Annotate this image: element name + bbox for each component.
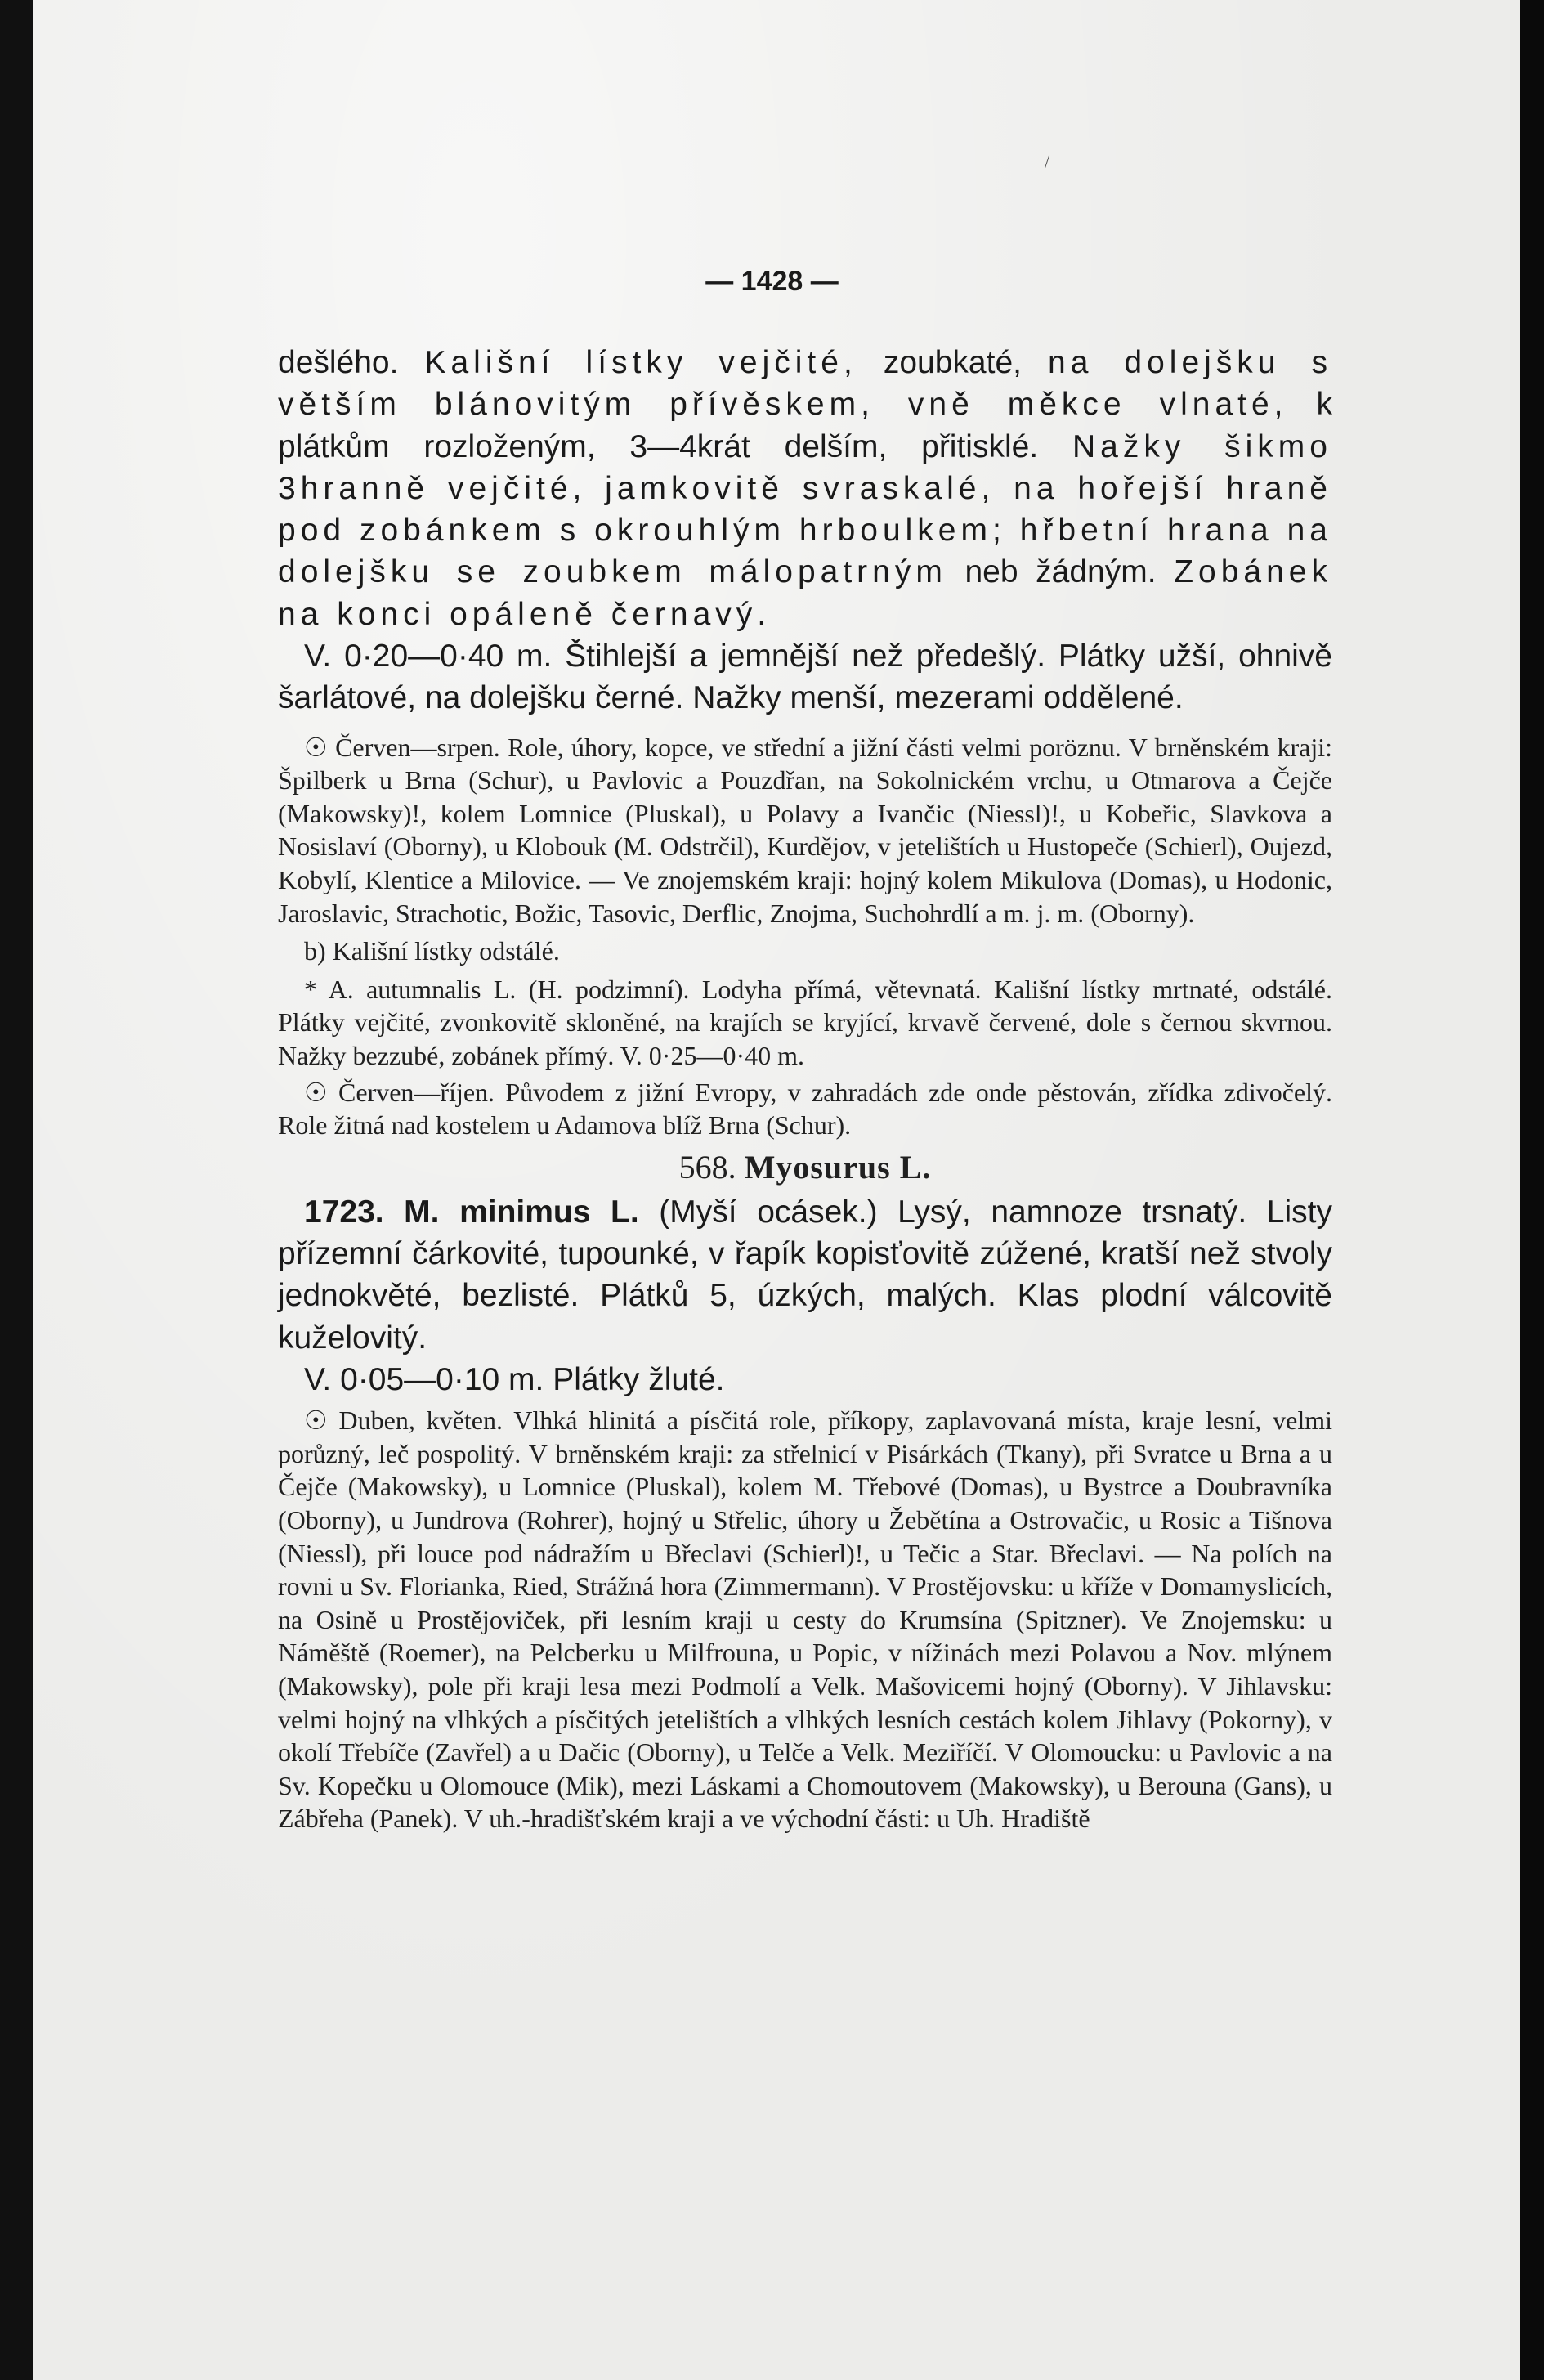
page-text xyxy=(278,342,1332,1835)
paragraph-minimus-size: V. 0·05—0·10 m. Plátky žluté. xyxy=(304,1361,725,1397)
text-run-spaced: Nažky šikmo 3hranně vejčité, jamkovitě svraskalé, na hořejší hraně pod zobánkem s okrouhlým hrboulkem; hřbetní hrana na dolejšku se zoubkem málopatrným xyxy=(278,428,1332,590)
paragraph-variety: V. 0·20—0·40 m. Štihlejší a jemnější než předešlý. Plátky užší, ohnivě šarlátové, na dolejšku černé. Nažky menší, mezerami oddělené. xyxy=(278,639,1332,716)
genus-heading xyxy=(278,1147,1332,1188)
text-run-spaced: Zobánek na konci opáleně černavý. xyxy=(278,554,1332,632)
paragraph-localities: ☉ Červen—srpen. Role, úhory, kopce, ve střední a jižní části velmi poröznu. V brněnském kraji: Špilberk u Brna (Schur), u Pavlovic a Pouzdřan, na Sokolnickém vrchu, u Otmarova a Čejče (Makowsky)!, kolem Lomnice (Pluskal), u Polavy a Ivančic (Niessl)!, u Kobeřic, Slavkova a Nosislaví (Oborny), u Klobouk (M. Odstrčil), Kurdějov, v jetelištích u Hustopeče (Schierl), Oujezd, Kobylí, Klentice a Milovice. — Ve znojemském kraji: hojný kolem Mikulova (Domas), u Hodonic, Jaroslavic, Strachotic, Božic, Tasovic, Derflic, Znojma, Suchohrdlí a m. j. m. (Oborny). xyxy=(278,732,1332,928)
text-run: zoubkaté, xyxy=(883,345,1022,380)
text-run: neb žádným. xyxy=(964,554,1157,590)
genus-name: Myosurus L. xyxy=(744,1148,932,1186)
text-run: k plátkům rozloženým, 3—4krát delším, přitisklé. xyxy=(278,387,1332,464)
text-run-spaced: na dolejšku s větším blánovitým přívěskem, vně měkce vlnaté, xyxy=(278,345,1333,423)
text-run-spaced: Kališní lístky vejčité, xyxy=(424,345,857,380)
species-heading: 1723. M. minimus L. xyxy=(304,1194,639,1230)
scan-frame-right xyxy=(1520,0,1544,2380)
paragraph-description xyxy=(278,342,1332,635)
paragraph-species-minimus xyxy=(278,1191,1332,1359)
paragraph-species-autumnalis: * A. autumnalis L. (H. podzimní). Lodyha přímá, větevnatá. Kališní lístky mrtnaté, odstálé. Plátky vejčité, zvonkovitě skloněné, na krajích se kryjící, krvavě červené, dole s černou skvrnou. Nažky bezzubé, zobánek přímý. V. 0·25—0·40 m. xyxy=(278,974,1332,1071)
genus-number: 568. xyxy=(678,1148,736,1186)
scan-speck: / xyxy=(1045,151,1050,172)
scan-frame-left xyxy=(0,0,33,2380)
paragraph-key: b) Kališní lístky odstálé. xyxy=(304,936,560,966)
page-number: — 1428 — xyxy=(705,266,839,297)
paragraph-autumnalis-localities: ☉ Červen—říjen. Původem z jižní Evropy, v zahradách zde onde pěstován, zřídka zdivočelý. Role žitná nad kostelem u Adamova blíž Brna (Schur). xyxy=(278,1077,1332,1141)
species-description: (Myší ocásek.) Lysý, namnoze trsnatý. Listy přízemní čárkovité, tupounké, v řapík kopisťovitě zúžené, kratší než stvoly jednokvěté, bezlisté. Plátků 5, úzkých, malých. Klas plodní válcovitě kuželovitý. xyxy=(278,1194,1332,1356)
paragraph-minimus-localities: ☉ Duben, květen. Vlhká hlinitá a písčitá role, příkopy, zaplavovaná místa, kraje lesní, velmi porůzný, leč pospolitý. V brněnském kraji: za střelnicí v Pisárkách (Tkany), při Svratce u Brna a u Čejče (Makowsky), u Lomnice (Pluskal), kolem M. Třebové (Domas), u Bystrce a Doubravníka (Oborny), u Jundrova (Rohrer), hojný u Střelic, úhory u Žebětína a Ostrovačic, u Rosic a Tišnova (Niessl), při louce pod nádražím u Břeclavi (Schierl)!, u Tečic a Star. Břeclavi. — Na polích na rovni u Sv. Florianka, Ried, Strážná hora (Zimmermann). V Prostějovsku: u kříže v Domamyslicích, na Osině u Prostějoviček, při lesním kraji u cesty do Krumsína (Spitzner). Ve Znojemsku: u Náměště (Roemer), na Pelcberku u Milfrouna, u Popic, v nížinách mezi Polavou a Nov. mlýnem (Makowsky), pole při kraji lesa mezi Podmolí a Velk. Mašovicemi hojný (Oborny). V Jihlavsku: velmi hojný na vlhkých a písčitých jetelištích a vlhkých lesních cestách kolem Jihlavy (Pokorny), v okolí Třebíče (Zavřel) a u Dačic (Oborny), u Telče a Velk. Meziříčí. V Olomoucku: u Pavlovic a na Sv. Kopečku u Olomouce (Mik), mezi Láskami a Chomoutovem (Makowsky), u Berouna (Gans), u Zábřeha (Panek). V uh.-hradišťském kraji a ve východní části: u Uh. Hradiště xyxy=(278,1405,1332,1834)
text-run: dešlého. xyxy=(278,345,399,380)
